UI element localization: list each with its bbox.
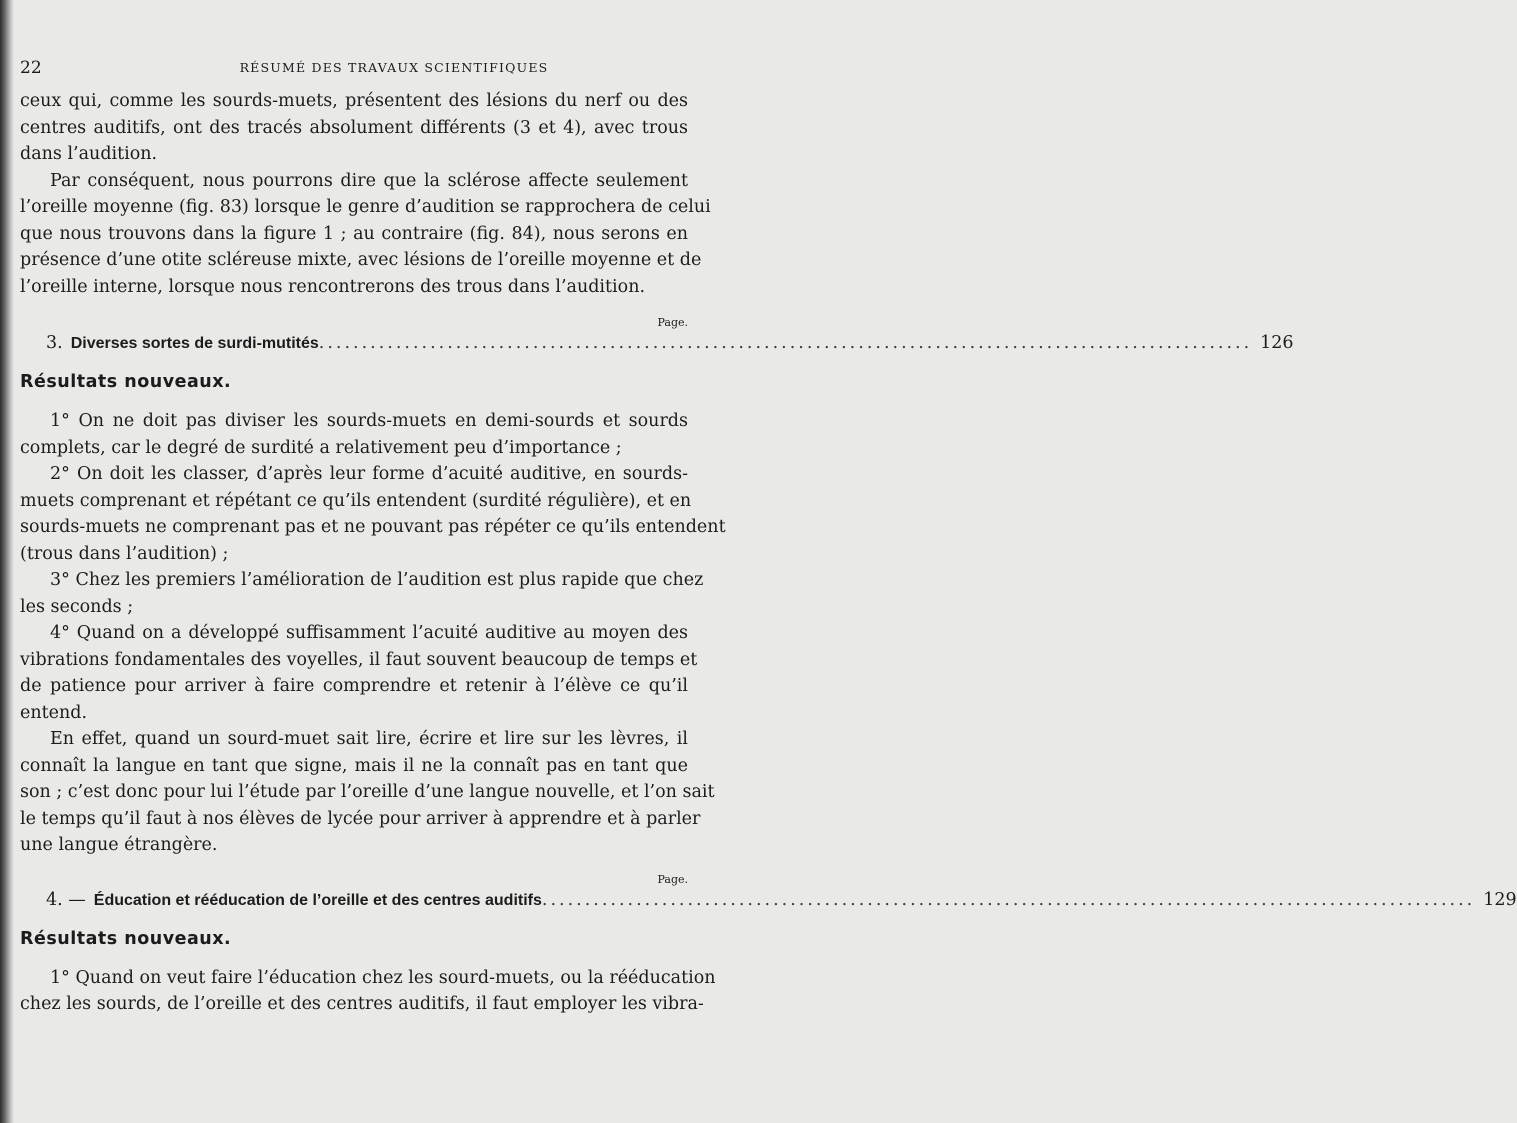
text-line: présence d’une otite scléreuse mixte, avec lésions de l’oreille moyenne et de <box>20 250 702 270</box>
results-heading: Résultats nouveaux. <box>20 928 232 949</box>
section-number: 3. <box>46 333 63 353</box>
section-page-number: 126 <box>1260 333 1294 353</box>
text-line: Par conséquent, nous pourrons dire que la sclérose affecte seulement <box>50 170 688 191</box>
text-line: connaît la langue en tant que signe, mais il ne la connaît pas en tant que <box>20 755 688 776</box>
section-page-number: 129 <box>1483 889 1517 910</box>
section-title: Éducation et rééducation de l’oreille et des centres auditifs <box>93 891 542 909</box>
text-line: l’oreille moyenne (fig. 83) lorsque le genre d’audition se rapprochera de celui <box>20 197 711 217</box>
text-line: complets, car le degré de surdité a relativement peu d’importance ; <box>20 437 622 458</box>
section-title: Diverses sortes de surdi-mutités <box>70 335 319 352</box>
page-column-label: Page. <box>657 872 688 886</box>
text-line: 1° Quand on veut faire l’éducation chez les sourd-muets, ou la rééducation <box>50 967 716 988</box>
text-line: les seconds ; <box>20 596 134 617</box>
text-line: 3° Chez les premiers l’amélioration de l’audition est plus rapide que chez <box>50 570 704 590</box>
section-4-entry <box>20 872 1517 917</box>
text-line: une langue étrangère. <box>20 835 218 855</box>
text-line: 1° On ne doit pas diviser les sourds-muets en demi-sourds et sourds <box>50 411 688 431</box>
section-3-entry <box>20 316 1294 360</box>
page-number: 22 <box>20 58 42 78</box>
text-line: 2° On doit les classer, d’après leur forme d’acuité auditive, en sourds- <box>50 464 688 484</box>
text-line: chez les sourds, de l’oreille et des centres auditifs, il faut employer les vibra- <box>20 994 704 1014</box>
text-line: le temps qu’il faut à nos élèves de lycée pour arriver à apprendre et à parler <box>20 808 701 829</box>
running-title: RÉSUMÉ DES TRAVAUX SCIENTIFIQUES <box>239 60 549 75</box>
text-line: (trous dans l’audition) ; <box>20 543 229 564</box>
text-line: centres auditifs, ont des tracés absolument différents (3 et 4), avec trous <box>20 117 688 138</box>
page-column-label: Page. <box>657 316 688 329</box>
text-line: l’oreille interne, lorsque nous rencontrerons des trous dans l’audition. <box>20 276 646 297</box>
page-header <box>20 58 708 82</box>
page-body <box>20 88 1517 1018</box>
text-line: que nous trouvons dans la figure 1 ; au contraire (fig. 84), nous serons en <box>20 223 688 244</box>
results-heading: Résultats nouveaux. <box>20 372 232 392</box>
leader-dots: ............................................................................................................. <box>318 333 1253 353</box>
leader-dots: ............................................................................................................. <box>541 889 1476 910</box>
section-number: 4. — <box>46 889 86 910</box>
book-spine-shadow <box>0 0 14 1123</box>
text-line: son ; c’est donc pour lui l’étude par l’oreille d’une langue nouvelle, et l’on sait <box>20 782 715 802</box>
text-line: entend. <box>20 702 88 723</box>
text-line: dans l’audition. <box>20 144 158 164</box>
text-line: sourds-muets ne comprenant pas et ne pouvant pas répéter ce qu’ils entendent <box>20 517 726 537</box>
text-line: En effet, quand un sourd-muet sait lire, écrire et lire sur les lèvres, il <box>50 729 688 749</box>
text-line: ceux qui, comme les sourds-muets, présentent des lésions du nerf ou des <box>20 91 688 111</box>
text-line: 4° Quand on a développé suffisamment l’acuité auditive au moyen des <box>50 623 688 643</box>
text-line: de patience pour arriver à faire comprendre et retenir à l’élève ce qu’il <box>20 676 688 696</box>
text-line: vibrations fondamentales des voyelles, il faut souvent beaucoup de temps et <box>20 649 698 670</box>
text-line: muets comprenant et répétant ce qu’ils entendent (surdité régulière), et en <box>20 490 692 511</box>
